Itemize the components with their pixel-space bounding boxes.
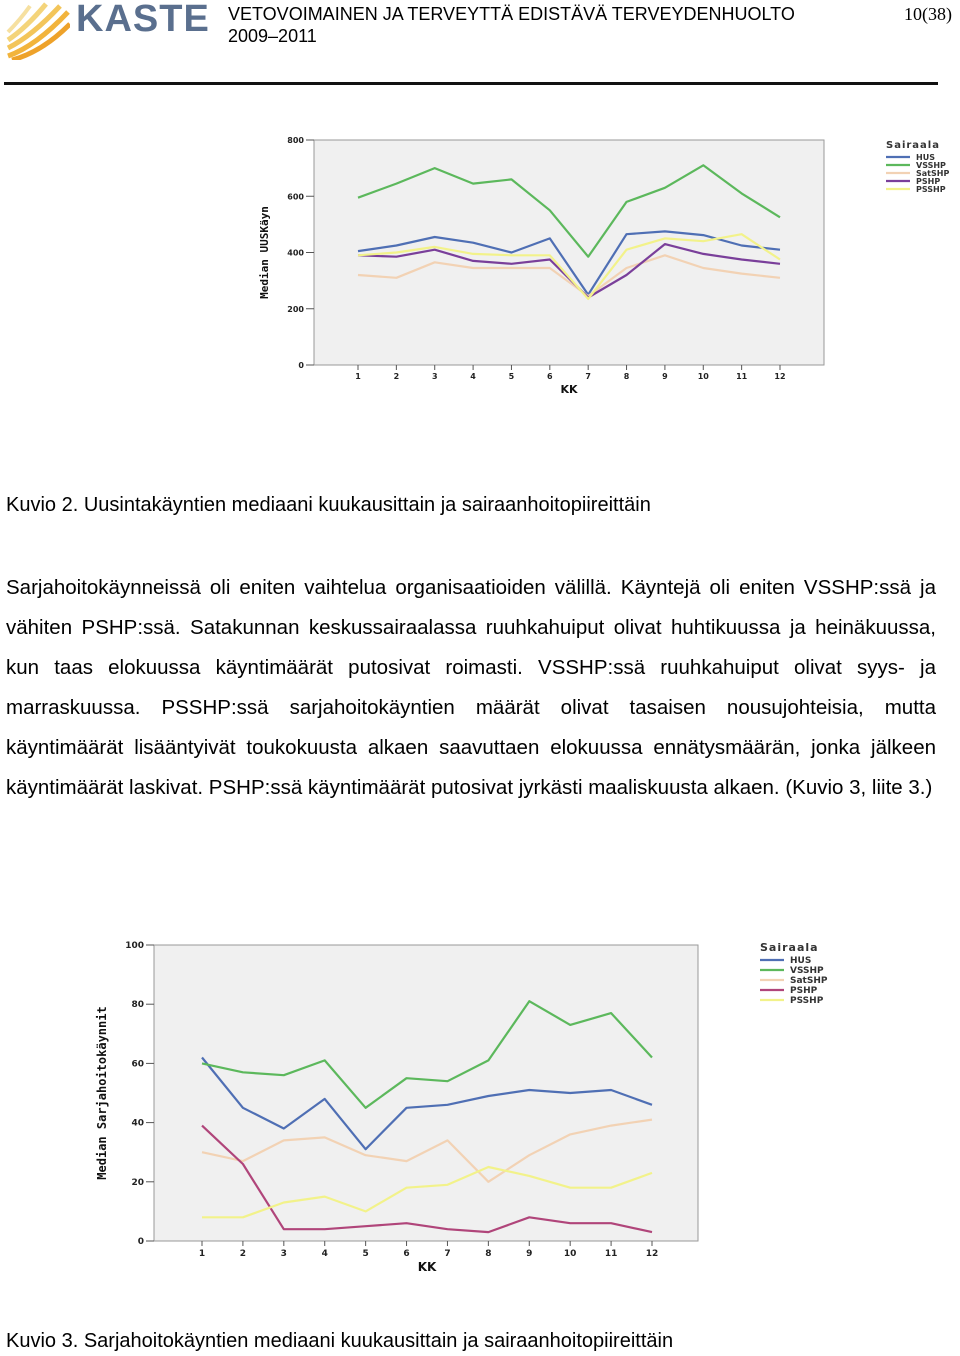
y-tick-label: 800 xyxy=(287,136,304,145)
x-axis-label: KK xyxy=(560,383,578,396)
x-tick-label: 6 xyxy=(403,1249,410,1259)
x-tick-label: 4 xyxy=(470,372,476,381)
y-tick-label: 400 xyxy=(287,248,304,258)
x-tick-label: 5 xyxy=(362,1249,369,1259)
x-axis-label: KK xyxy=(417,1260,437,1274)
legend-label: VSSHP xyxy=(916,161,946,170)
legend-title: Sairaala xyxy=(760,941,819,954)
figure3-svg xyxy=(90,935,860,1280)
y-axis-label: Median Sarjahoitokäynnit xyxy=(95,1006,109,1180)
y-tick-label: 40 xyxy=(131,1118,144,1129)
figure3-caption: Kuvio 3. Sarjahoitokäyntien mediaani kuukausittain ja sairaanhoitopiireittäin xyxy=(6,1330,674,1352)
page-number: 10(38) xyxy=(904,4,952,24)
x-tick-label: 12 xyxy=(774,372,786,381)
x-tick-label: 10 xyxy=(697,372,709,381)
header-title: VETOVOIMAINEN JA TERVEYTTÄ EDISTÄVÄ TERVEYDENHUOLTO xyxy=(228,4,795,24)
legend-label: SatSHP xyxy=(790,976,828,986)
x-tick-label: 9 xyxy=(526,1249,533,1259)
x-tick-label: 11 xyxy=(736,372,748,381)
y-tick-label: 200 xyxy=(287,304,304,314)
figure2-svg xyxy=(250,130,960,400)
header-years: 2009–2011 xyxy=(228,26,317,46)
x-tick-label: 2 xyxy=(393,372,400,381)
legend-label: PSHP xyxy=(916,177,941,186)
legend-label: PSSHP xyxy=(790,996,824,1006)
legend-label: SatSHP xyxy=(916,169,950,178)
x-tick-label: 6 xyxy=(547,372,553,381)
x-tick-label: 2 xyxy=(239,1249,247,1259)
y-tick-label: 60 xyxy=(131,1059,144,1070)
x-tick-label: 8 xyxy=(485,1249,492,1259)
page-header xyxy=(0,0,960,86)
x-tick-label: 7 xyxy=(585,372,591,381)
y-tick-label: 0 xyxy=(137,1237,144,1247)
header-rule xyxy=(4,82,938,85)
x-tick-label: 8 xyxy=(623,372,630,381)
figure2-caption: Kuvio 2. Uusintakäyntien mediaani kuukausittain ja sairaanhoitopiireittäin xyxy=(6,494,651,516)
legend-label: PSHP xyxy=(790,986,818,996)
kaste-logo-icon xyxy=(6,2,70,60)
y-tick-label: 0 xyxy=(298,361,304,370)
y-tick-label: 20 xyxy=(131,1177,144,1188)
x-tick-label: 7 xyxy=(444,1249,451,1259)
x-tick-label: 12 xyxy=(645,1249,659,1259)
y-axis-label: Median UUSKäyn xyxy=(258,206,271,299)
x-tick-label: 1 xyxy=(198,1249,206,1259)
x-tick-label: 3 xyxy=(431,372,438,381)
x-tick-label: 3 xyxy=(280,1249,287,1259)
figure3-chart xyxy=(90,935,860,1280)
x-tick-label: 4 xyxy=(321,1249,328,1259)
legend-label: VSSHP xyxy=(790,966,824,976)
y-tick-label: 100 xyxy=(125,941,144,951)
legend-label: HUS xyxy=(790,956,812,966)
body-paragraph xyxy=(6,568,936,808)
x-tick-label: 5 xyxy=(508,372,515,381)
x-tick-label: 11 xyxy=(604,1249,618,1259)
logo-text: KASTE xyxy=(76,0,210,40)
legend-label: HUS xyxy=(916,153,935,162)
legend-title: Sairaala xyxy=(886,140,940,151)
x-tick-label: 1 xyxy=(355,372,361,381)
figure2-chart xyxy=(250,130,960,400)
y-tick-label: 80 xyxy=(131,1000,144,1011)
x-tick-label: 9 xyxy=(662,372,668,381)
paragraph-text: Sarjahoitokäynneissä oli eniten vaihtelua organisaatioiden välillä. Käyntejä oli eniten VSSHP:ssä ja vähiten PSHP:ssä. Satakunnan keskussairaalassa ruuhkahuiput olivat huhtikuussa ja heinäkuussa, kun taas elokuussa käyntimäärät putosivat roimasti. VSSHP:ssä ruuhkahuiput olivat syys- ja marraskuussa. PSSHP:ssä sarjahoitokäyntien määrät olivat tasaisen nousujohteisia, mutta käyntimäärät lisääntyivät toukokuusta alkaen saavuttaen elokuussa ennätysmäärän, jonka jälkeen käyntimäärät laskivat. PSHP:ssä käyntimäärät putosivat jyrkästi maaliskuusta alkaen. (Kuvio 3, liite 3.) xyxy=(6,576,936,799)
x-tick-label: 10 xyxy=(563,1249,577,1259)
legend-label: PSSHP xyxy=(916,185,946,194)
y-tick-label: 600 xyxy=(287,192,304,202)
